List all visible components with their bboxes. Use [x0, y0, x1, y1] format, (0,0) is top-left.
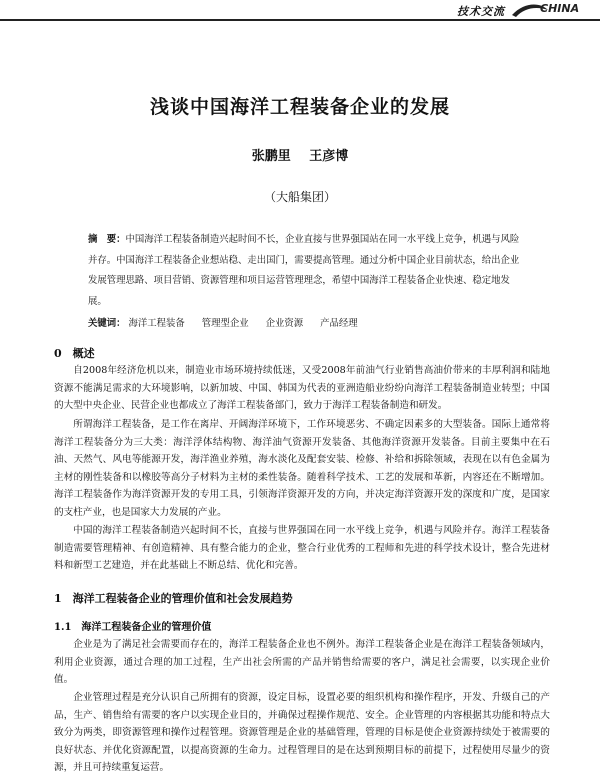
paragraph: 企业是为了满足社会需要而存在的，海洋工程装备企业也不例外。海洋工程装备企业是在海洋工程装备领域内，利用企业资源，通过合理的加工过程，生产出社会所需的产品并销售给需要的客户，满足社会需要，以实现企业价值。 — [54, 639, 550, 685]
abstract-text: 中国海洋工程装备制造兴起时间不长，企业直接与世界强国站在同一水平线上竞争，机遇与风险并存。中国海洋工程装备企业想站稳、走出国门，需要提高管理。通过分析中国企业目前状态，给出企业发展管理思路、项目营销、资源管理和项目运营管理理念，希望中国海洋工程装备企业快速、稳定地发展。 — [88, 234, 520, 307]
header-rule — [0, 19, 600, 21]
keyword: 管理型企业 — [201, 318, 249, 329]
keyword: 企业资源 — [265, 318, 304, 329]
subsection-heading: 1.1 海洋工程装备企业的管理价值 — [54, 622, 212, 633]
section-heading-management-value: 1 海洋工程装备企业的管理价值和社会发展趋势 — [54, 592, 293, 605]
running-header — [0, 0, 600, 20]
abstract — [88, 230, 528, 312]
keyword: 海洋工程装备 — [128, 318, 185, 329]
paragraph: 中国的海洋工程装备制造兴起时间不长，直接与世界强国在同一水平线上竞争，机遇与风险并存。海洋工程装备制造需要管理精神、有创造精神、具有整合能力的企业，整合行业优秀的工程师和先进的科学技术设计，整合先进材料和新型工艺建造，并在此基础上不断总结、优化和完善。 — [54, 525, 550, 571]
abstract-label: 摘 要： — [88, 234, 126, 245]
paper-title: 浅谈中国海洋工程装备企业的发展 — [149, 96, 450, 118]
keywords — [88, 315, 528, 329]
affiliation: （大船集团） — [263, 190, 336, 204]
paragraph: 自2008年经济危机以来，制造业市场环境持续低迷，又受2008年前油气行业销售高油价带来的丰厚利润和陆地资源不能满足需求的大环境影响，以新加坡、中国、韩国为代表的亚洲造船业纷纷向海洋工程装备制造业转型；中国的大型中央企业、民营企业也都成立了海洋工程装备部门，致力于海洋工程装备制造和研发。 — [54, 365, 550, 411]
section-heading-overview: 0 概述 — [54, 347, 95, 360]
column-label: 技术交流 — [457, 5, 505, 18]
authors: 张鹏里 王彦博 — [251, 149, 349, 164]
paragraph: 所谓海洋工程装备，是工作在离岸、开阔海洋环境下，工作环境恶劣、不确定因素多的大型装备。国际上通常将海洋工程装备分为三大类：海洋浮体结构物、海洋油气资源开发装备、其他海洋资源开发装备。目前主要集中在石油、天然气、风电等能源开发，海洋渔业养殖，海水淡化及配套安装、检修、补给和拆除领域，表现在以有色金属为主材的刚性装备和以橡胶等高分子材料为主材的柔性装备。随着科学技术、工艺的发展和革新，内容还在不断增加。海洋工程装备作为海洋资源开发的专用工具，引领海洋资源开发的方向，并决定海洋资源开发的深度和广度，是国家的支柱产业，也是国家大力发展的产业。 — [54, 419, 550, 518]
keyword: 产品经理 — [320, 318, 358, 329]
keywords-label: 关键词： — [88, 318, 126, 329]
logo-text: CHINA — [540, 2, 580, 15]
paragraph: 企业管理过程是充分认识自己所拥有的资源，设定目标，设置必要的组织机构和操作程序，开发、升级自己的产品，生产、销售给有需要的客户以实现企业目的，并确保过程操作规范、安全。企业管理的内容根据其功能和特点大致分为两类，即资源管理和操作过程管理。资源管理是企业的基础管理，管理的目标是使企业资源持续处于被需要的良好状态、并优化资源配置，以提高资源的生命力。过程管理目的是在达到预期目标的前提下，过程使用尽量少的资源，并且可持续重复运营。 — [54, 692, 550, 773]
journal-logo-icon — [510, 0, 592, 19]
